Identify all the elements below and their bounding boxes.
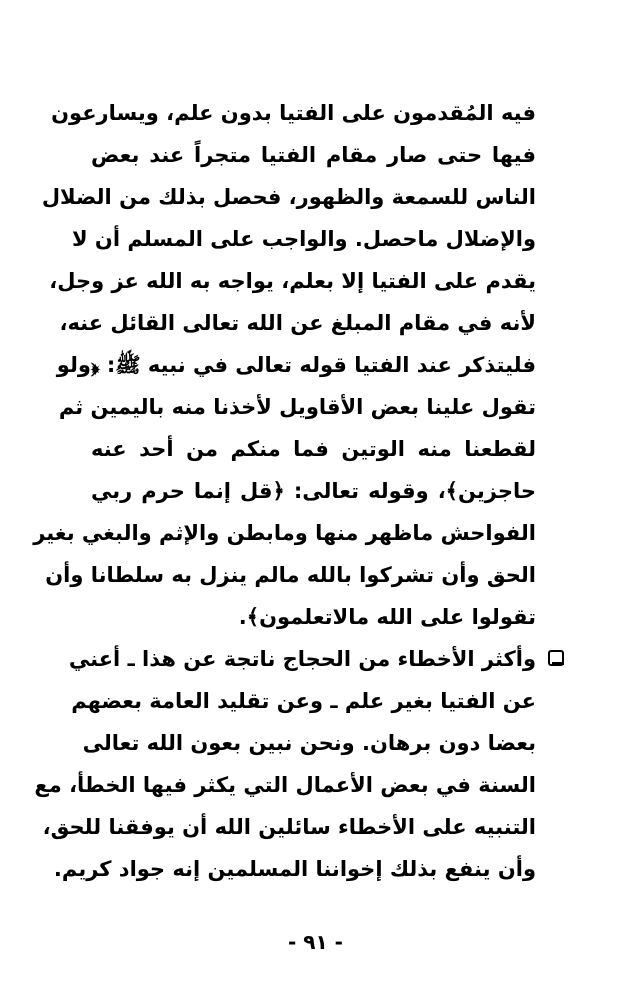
text-line: السنة في بعض الأعمال التي يكثر فيها الخطأ، مع (34, 773, 536, 797)
paragraph-1 (33, 92, 536, 638)
text-line: والإضلال ماحصل. والواجب على المسلم أن لا (71, 227, 536, 251)
text-line: فليتذكر عند الفتيا قوله تعالى في نبيه ﷺ: ﴿ولو (56, 353, 536, 377)
paragraph-2 (34, 638, 536, 890)
text-line: وأن ينفع بذلك إخواننا المسلمين إنه جواد كريم. (53, 857, 536, 881)
checkbox-bullet-icon (548, 650, 564, 666)
text-line: لقطعنا منه الوتين فما منكم من أحد عنه (91, 437, 536, 461)
text-line: التنبيه على الأخطاء سائلين الله أن يوفقنا للحق، (42, 815, 536, 839)
text-line: بعضا دون برهان. ونحن نبين بعون الله تعالى (82, 731, 536, 755)
text-line: وأكثر الأخطاء من الحجاج ناتجة عن هذا ـ أعني (68, 647, 536, 671)
text-line: حاجزين﴾، وقوله تعالى: ﴿قل إنما حرم ربي (91, 479, 536, 503)
text-line: فيها حتى صار مقام الفتيا متجراً عند بعض (91, 143, 536, 167)
text-line: الحق وأن تشركوا بالله مالم ينزل به سلطانا وأن (45, 563, 536, 587)
text-line: الفواحش ماظهر منها ومابطن والإثم والبغي بغير (33, 521, 536, 545)
page-number: - ٩١ - (288, 930, 343, 954)
text-line: فيه المُقدمون على الفتيا بدون علم، ويسارعون (51, 101, 536, 125)
text-line: تقولوا على الله مالاتعلمون﴾. (238, 605, 536, 629)
text-line: يقدم على الفتيا إلا بعلم، يواجه به الله عز وجل، (49, 269, 536, 293)
text-line: الناس للسمعة والظهور، فحصل بذلك من الضلال (41, 185, 536, 209)
text-line: لأنه في مقام المبلغ عن الله تعالى القائل عنه، (59, 311, 536, 335)
text-line: عن الفتيا بغير علم ـ وعن تقليد العامة بعضهم (71, 689, 536, 713)
text-line: تقول علينا بعض الأقاويل لأخذنا منه باليمين ثم (58, 395, 536, 419)
